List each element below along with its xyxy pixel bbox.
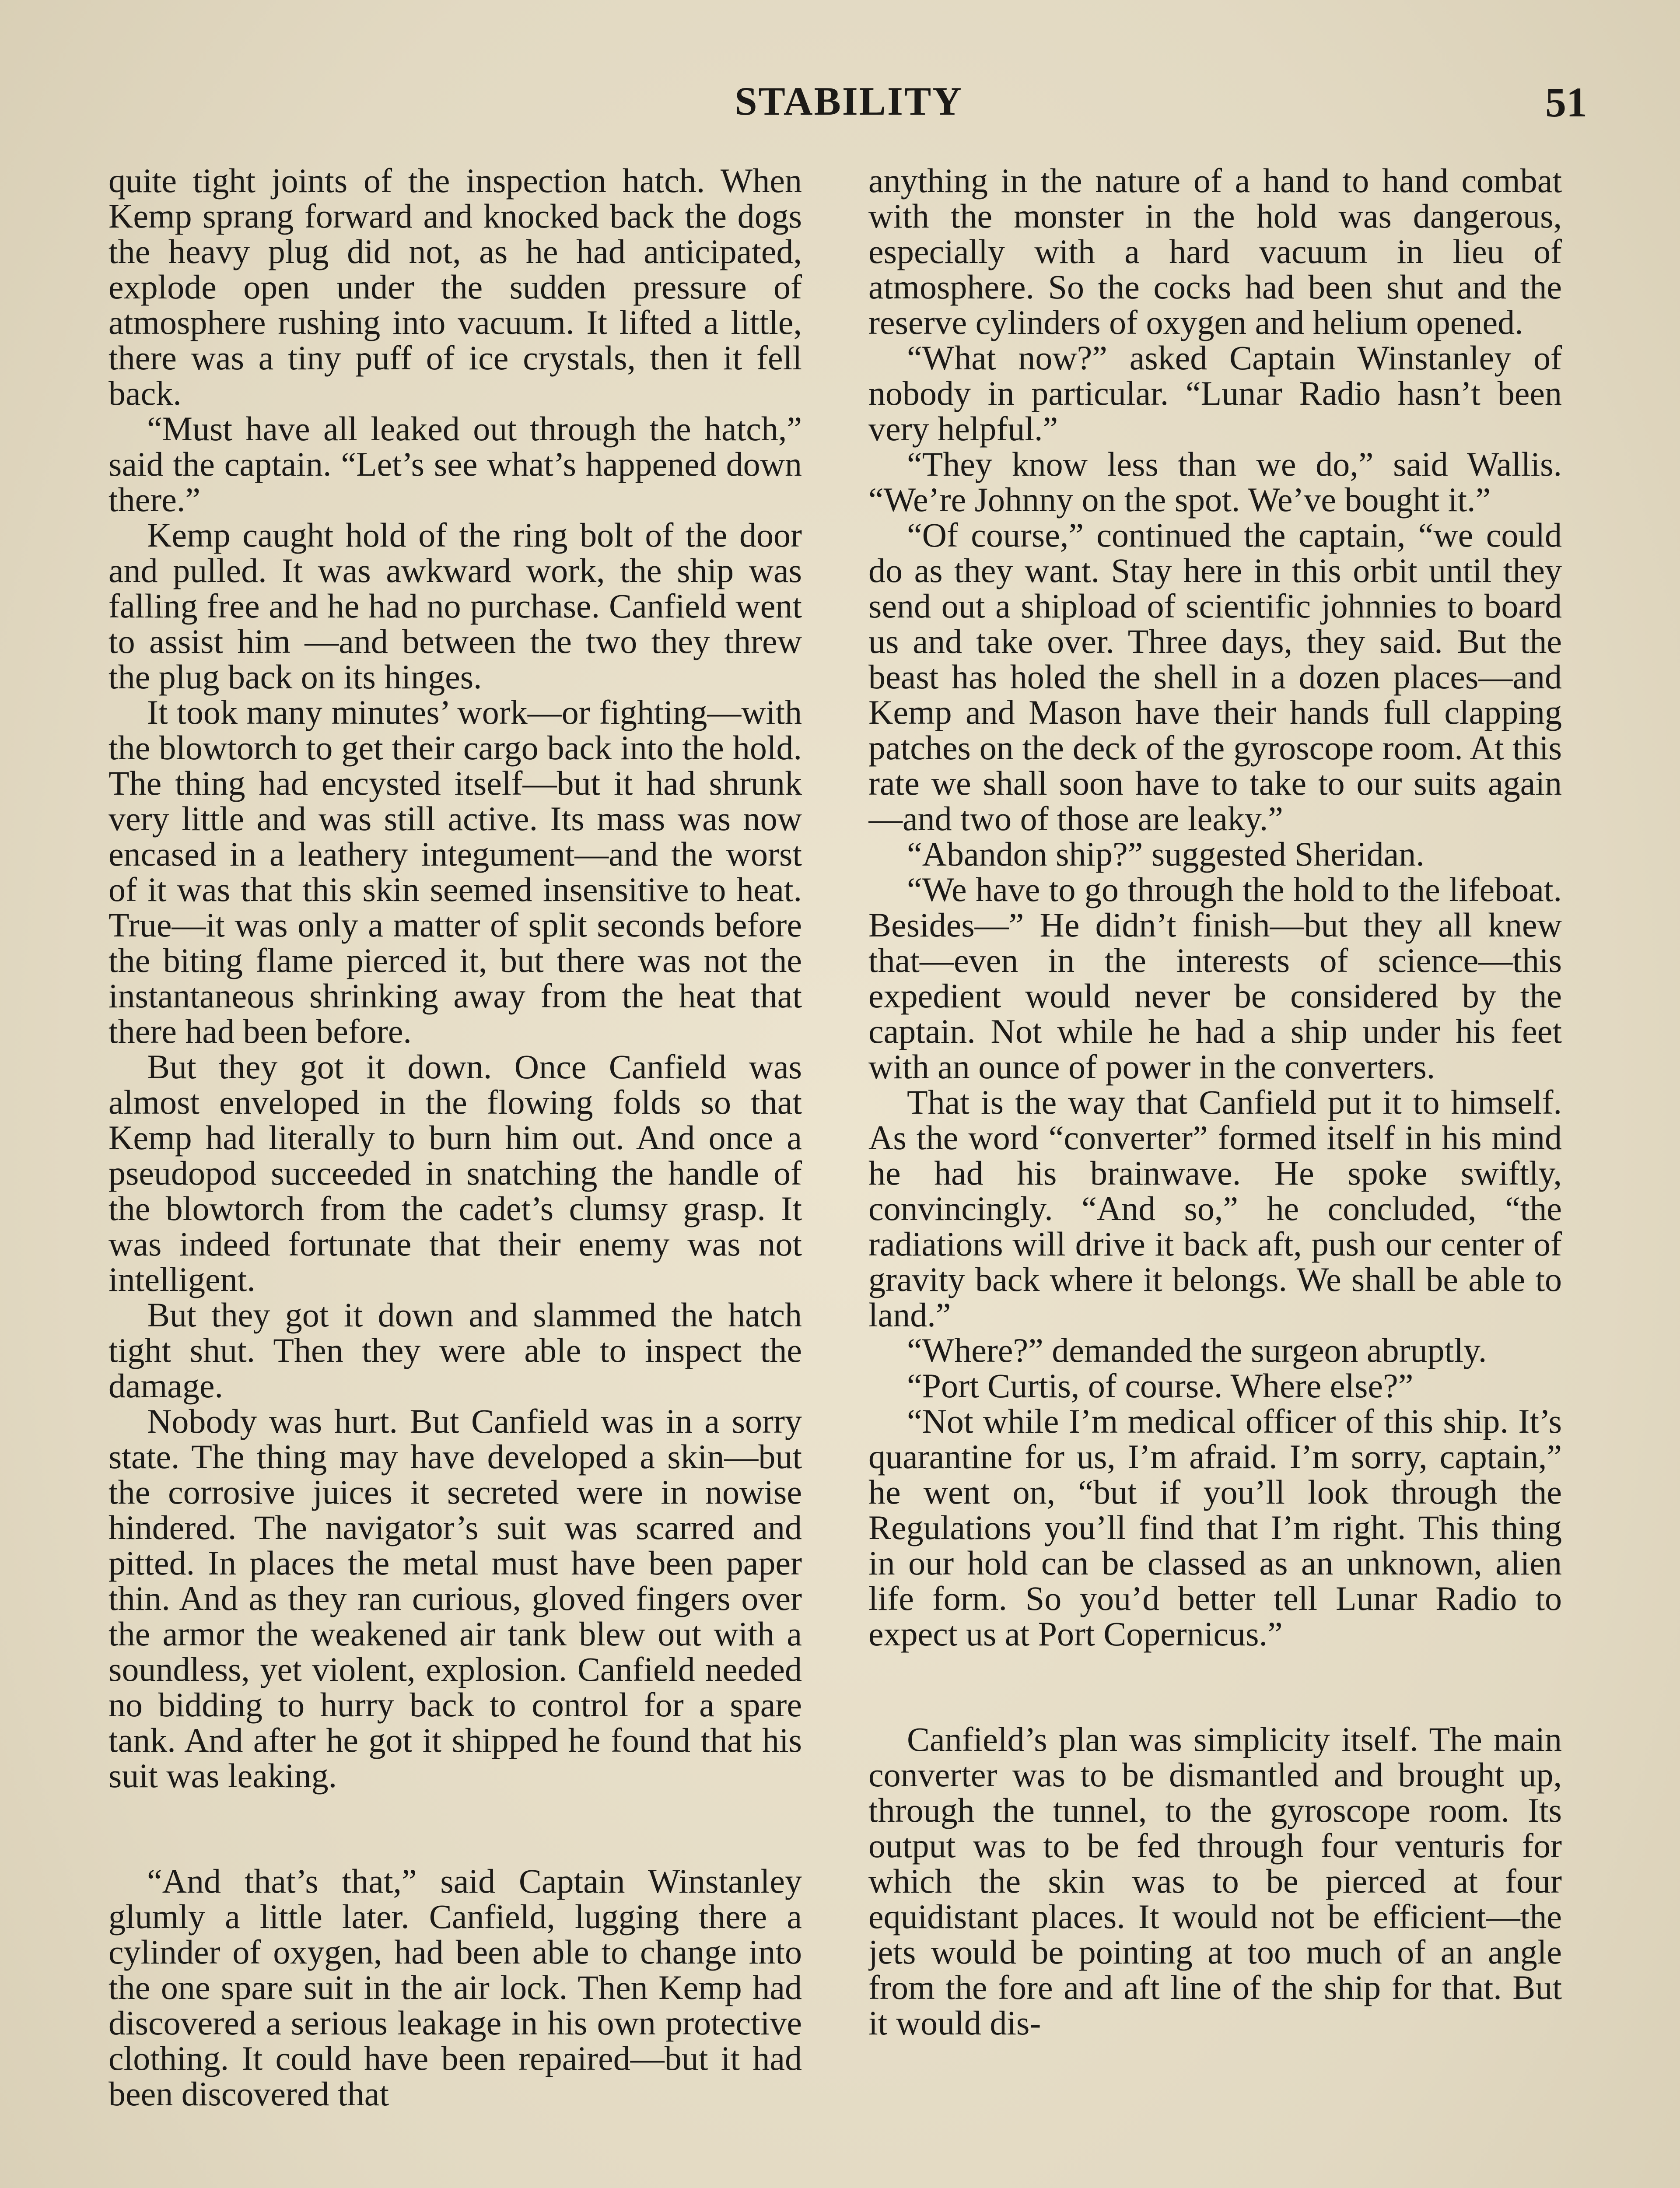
right-paragraph-7: That is the way that Canfield put it to himself. As the word “converter” formed itself in his mind he had his brainwave. He spoke swiftly, convincingly. “And so,” he concluded, “the radiations will drive it back aft, push our center of gravity back where it belongs. We shall be able to land.”	[868, 1083, 1562, 1334]
right-text-column	[868, 163, 1562, 2188]
right-paragraph-3: “They know less than we do,” said Wallis. “We’re Johnny on the spot. We’ve bought it.”	[868, 445, 1562, 519]
left-paragraph-7: Nobody was hurt. But Canfield was in a sorry state. The thing may have developed a skin—but the corrosive juices it secreted were in nowise hindered. The navigator’s suit was scarred and pitted. In places the metal must have been paper thin. And as they ran curious, gloved fingers over the armor the weakened air tank blew out with a soundless, yet violent, explosion. Canfield needed no bidding to hurry back to control for a spare tank. And after he got it shipped he found that his suit was leaking.	[108, 1402, 802, 1795]
left-paragraph-2: “Must have all leaked out through the hatch,” said the captain. “Let’s see what’s happened down there.”	[108, 410, 802, 519]
left-paragraph-1: quite tight joints of the inspection hatch. When Kemp sprang forward and knocked back the dogs the heavy plug did not, as he had anticipated, explode open under the sudden pressure of atmosphere rushing into vacuum. It lifted a little, there was a tiny puff of ice crystals, then it fell back.	[108, 163, 802, 412]
left-paragraph-3: Kemp caught hold of the ring bolt of the door and pulled. It was awkward work, the ship was falling free and he had no purchase. Canfield went to assist him —and between the two they threw the plug back on its hinges.	[108, 516, 802, 696]
left-paragraph-5: But they got it down. Once Canfield was almost enveloped in the flowing folds so that Kemp had literally to burn him out. And once a pseudopod succeeded in snatching the handle of the blowtorch from the cadet’s clumsy grasp. It was indeed fortunate that their enemy was not intelligent.	[108, 1048, 802, 1298]
right-paragraph-11: Canfield’s plan was simplicity itself. The main converter was to be dismantled and brought up, through the tunnel, to the gyroscope room. Its output was to be fed through four venturis for which the skin was to be pierced at four equidistant places. It would not be efficient—the jets would be pointing at too much of an angle from the fore and aft line of the ship for that. But it would dis-	[868, 1720, 1562, 2042]
left-paragraph-6: But they got it down and slammed the hatch tight shut. Then they were able to inspect the damage.	[108, 1296, 802, 1405]
right-paragraph-1: anything in the nature of a hand to hand combat with the monster in the hold was dangerous, especially with a hard vacuum in lieu of atmosphere. So the cocks had been shut and the reserve cylinders of oxygen and helium opened.	[868, 163, 1562, 341]
left-text-column	[108, 163, 802, 2188]
page-number: 51	[1545, 79, 1587, 126]
right-paragraph-10: “Not while I’m medical officer of this ship. It’s quarantine for us, I’m afraid. I’m sorry, captain,” he went on, “but if you’ll look through the Regulations you’ll find that I’m right. This thing in our hold can be classed as an unknown, alien life form. So you’d better tell Lunar Radio to expect us at Port Copernicus.”	[868, 1402, 1562, 1653]
right-paragraph-9: “Port Curtis, of course. Where else?”	[907, 1367, 1414, 1405]
running-head-title: STABILITY	[735, 79, 963, 123]
right-paragraph-2: “What now?” asked Captain Winstanley of nobody in particular. “Lunar Radio hasn’t been very helpful.”	[868, 339, 1562, 448]
right-paragraph-6: “We have to go through the hold to the lifeboat. Besides—” He didn’t finish—but they all knew that—even in the interests of science—this expedient would never be considered by the captain. Not while he had a ship under his feet with an ounce of power in the converters.	[868, 870, 1562, 1086]
right-paragraph-8: “Where?” demanded the surgeon abruptly.	[907, 1331, 1487, 1369]
right-paragraph-4: “Of course,” continued the captain, “we could do as they want. Stay here in this orbit until they send out a shipload of scientific johnnies to board us and take over. Three days, they said. But the beast has holed the shell in a dozen places—and Kemp and Mason have their hands full clapping patches on the deck of the gyroscope room. At this rate we shall soon have to take to our suits again—and two of those are leaky.”	[868, 516, 1562, 838]
right-paragraph-5: “Abandon ship?” suggested Sheridan.	[907, 835, 1424, 873]
left-paragraph-8: “And that’s that,” said Captain Winstanley glumly a little later. Canfield, lugging there a cylinder of oxygen, had been able to change into the one spare suit in the air lock. Then Kemp had discovered a serious leakage in his own protective clothing. It could have been repaired—but it had been discovered that	[108, 1862, 802, 2113]
left-paragraph-4: It took many minutes’ work—or fighting—with the blowtorch to get their cargo back into the hold. The thing had encysted itself—but it had shrunk very little and was still active. Its mass was now encased in a leathery integument—and the worst of it was that this skin seemed insensitive to heat. True—it was only a matter of split seconds before the biting flame pierced it, but there was not the instantaneous shrinking away from the heat that there had been before.	[108, 693, 802, 1050]
